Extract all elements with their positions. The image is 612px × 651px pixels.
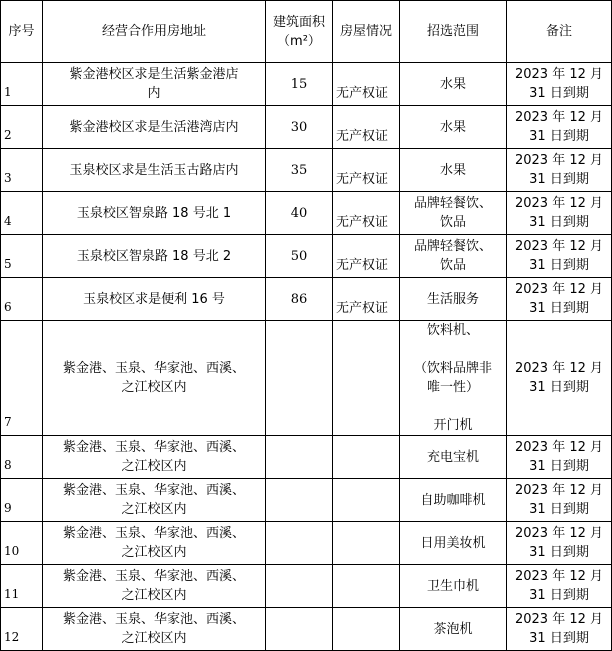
table-row: [1, 565, 612, 608]
table-row: [1, 436, 612, 479]
row-address: 玉泉校区智泉路 18 号北 1: [43, 192, 266, 235]
row-note: 2023 年 12 月 31 日到期: [507, 192, 612, 235]
row-scope: 茶泡机: [400, 608, 507, 651]
row-status: [333, 522, 400, 565]
row-scope: 充电宝机: [400, 436, 507, 479]
row-note: 2023 年 12 月 31 日到期: [507, 63, 612, 106]
row-number: 11: [1, 565, 43, 608]
row-area: [266, 321, 333, 436]
row-area: [266, 608, 333, 651]
header-area: 建筑面积 （m²）: [266, 1, 333, 63]
row-address: 紫金港、玉泉、华家池、西溪、 之江校区内: [43, 522, 266, 565]
row-status: [333, 565, 400, 608]
row-address: 玉泉校区智泉路 18 号北 2: [43, 235, 266, 278]
row-address: 紫金港、玉泉、华家池、西溪、 之江校区内: [43, 321, 266, 436]
row-number: 4: [1, 192, 43, 235]
row-address: 玉泉校区求是生活玉古路店内: [43, 149, 266, 192]
row-note: 2023 年 12 月 31 日到期: [507, 479, 612, 522]
row-area: [266, 565, 333, 608]
row-status: 无产权证: [333, 235, 400, 278]
row-area: 50: [266, 235, 333, 278]
row-note: 2023 年 12 月 31 日到期: [507, 436, 612, 479]
table-row: [1, 106, 612, 149]
row-address: 紫金港、玉泉、华家池、西溪、 之江校区内: [43, 436, 266, 479]
row-scope: 品牌轻餐饮、 饮品: [400, 235, 507, 278]
row-status: [333, 436, 400, 479]
row-number: 3: [1, 149, 43, 192]
row-number: 2: [1, 106, 43, 149]
row-number: 1: [1, 63, 43, 106]
row-address: 紫金港、玉泉、华家池、西溪、 之江校区内: [43, 608, 266, 651]
row-note: 2023 年 12 月 31 日到期: [507, 278, 612, 321]
row-status: 无产权证: [333, 278, 400, 321]
row-scope: 卫生巾机: [400, 565, 507, 608]
row-area: 86: [266, 278, 333, 321]
row-area: 15: [266, 63, 333, 106]
row-status: [333, 608, 400, 651]
row-status: [333, 321, 400, 436]
row-address: 紫金港、玉泉、华家池、西溪、 之江校区内: [43, 565, 266, 608]
table-row: [1, 63, 612, 106]
row-scope: 水果: [400, 63, 507, 106]
table-row: [1, 321, 612, 436]
header-address: 经营合作用房地址: [43, 1, 266, 63]
header-status: 房屋情况: [333, 1, 400, 63]
row-status: 无产权证: [333, 106, 400, 149]
row-status: 无产权证: [333, 149, 400, 192]
row-number: 8: [1, 436, 43, 479]
row-area: 30: [266, 106, 333, 149]
header-row: [1, 1, 612, 63]
row-number: 6: [1, 278, 43, 321]
row-note: 2023 年 12 月 31 日到期: [507, 149, 612, 192]
table-row: [1, 278, 612, 321]
row-area: [266, 522, 333, 565]
row-address: 紫金港校区求是生活港湾店内: [43, 106, 266, 149]
row-note: 2023 年 12 月 31 日到期: [507, 565, 612, 608]
row-note: 2023 年 12 月 31 日到期: [507, 321, 612, 436]
row-note: 2023 年 12 月 31 日到期: [507, 608, 612, 651]
row-status: [333, 479, 400, 522]
row-number: 12: [1, 608, 43, 651]
row-address: 紫金港、玉泉、华家池、西溪、 之江校区内: [43, 479, 266, 522]
table-row: [1, 479, 612, 522]
table-row: [1, 149, 612, 192]
row-note: 2023 年 12 月 31 日到期: [507, 106, 612, 149]
row-area: 40: [266, 192, 333, 235]
header-scope: 招选范围: [400, 1, 507, 63]
row-scope: 饮料机、 （饮料品牌非 唯一性） 开门机: [400, 321, 507, 436]
row-note: 2023 年 12 月 31 日到期: [507, 235, 612, 278]
table-row: [1, 192, 612, 235]
row-scope: 水果: [400, 149, 507, 192]
row-status: 无产权证: [333, 63, 400, 106]
row-scope: 自助咖啡机: [400, 479, 507, 522]
row-scope: 日用美妆机: [400, 522, 507, 565]
row-scope: 水果: [400, 106, 507, 149]
header-note: 备注: [507, 1, 612, 63]
row-number: 9: [1, 479, 43, 522]
row-area: 35: [266, 149, 333, 192]
row-scope: 生活服务: [400, 278, 507, 321]
row-number: 10: [1, 522, 43, 565]
row-note: 2023 年 12 月 31 日到期: [507, 522, 612, 565]
row-address: 玉泉校区求是便利 16 号: [43, 278, 266, 321]
table-row: [1, 235, 612, 278]
row-address: 紫金港校区求是生活紫金港店 内: [43, 63, 266, 106]
row-status: 无产权证: [333, 192, 400, 235]
row-number: 7: [1, 321, 43, 436]
row-area: [266, 436, 333, 479]
table-row: [1, 608, 612, 651]
table-row: [1, 522, 612, 565]
row-number: 5: [1, 235, 43, 278]
row-area: [266, 479, 333, 522]
header-num: 序号: [1, 1, 43, 63]
row-scope: 品牌轻餐饮、 饮品: [400, 192, 507, 235]
